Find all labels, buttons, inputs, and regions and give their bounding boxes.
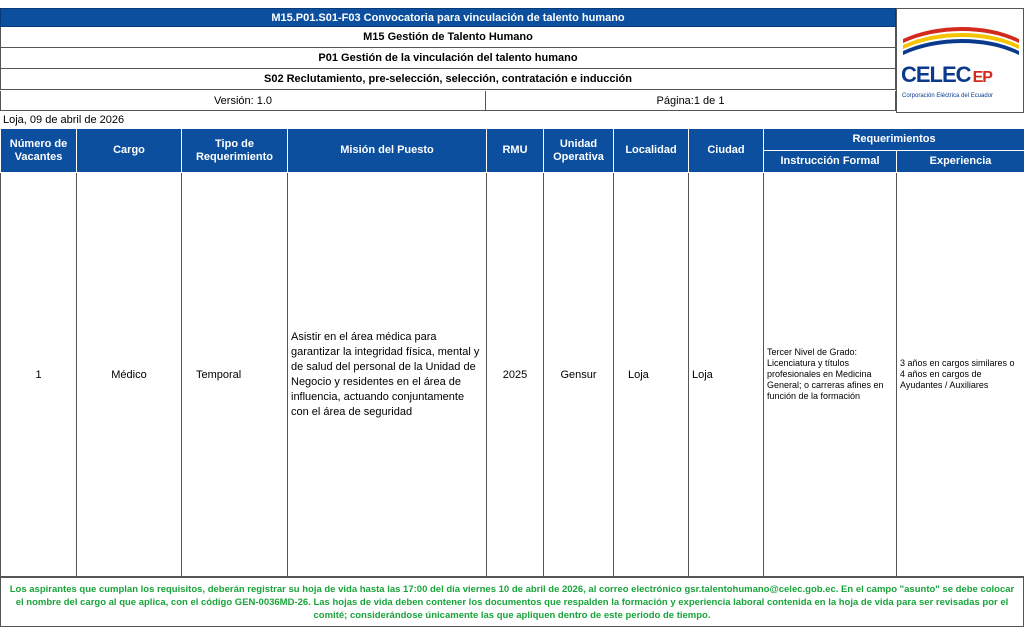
cell-unidad: Gensur — [544, 173, 614, 577]
document-date: Loja, 09 de abril de 2026 — [3, 114, 125, 126]
vacancy-table — [0, 128, 1024, 577]
col-unidad: Unidad Operativa — [544, 129, 614, 173]
subprocess: S02 Reclutamiento, pre-selección, selección, contratación e inducción — [0, 69, 896, 90]
version-label: Versión: 1.0 — [0, 91, 486, 111]
col-localidad: Localidad — [614, 129, 689, 173]
logo-swoosh-icon — [897, 17, 1024, 67]
col-experiencia: Experiencia — [897, 151, 1024, 173]
col-mision: Misión del Puesto — [288, 129, 487, 173]
col-rmu: RMU — [487, 129, 544, 173]
cell-experiencia: 3 años en cargos similares o 4 años en cargos de Ayudantes / Auxiliares — [897, 173, 1024, 577]
col-requerimientos: Requerimientos — [764, 129, 1024, 151]
cell-ciudad: Loja — [689, 173, 764, 577]
col-vacantes: Número de Vacantes — [1, 129, 77, 173]
cell-vacantes: 1 — [1, 173, 77, 577]
table-row — [1, 173, 1024, 577]
col-tipo: Tipo de Requerimiento — [182, 129, 288, 173]
cell-cargo: Médico — [77, 173, 182, 577]
form-title: M15.P01.S01-F03 Convocatoria para vinculación de talento humano — [0, 8, 896, 27]
footer-instructions: Los aspirantes que cumplan los requisitos, deberán registrar su hoja de vida hasta las 17:00 del día viernes 10 de abril de 2026, al correo electrónico gsr.talentohumano@celec.gob.ec. En el campo "asunto" se debe colocar el nombre del cargo al que aplica, con el código GEN-0036MD-26. Las hojas de vida deben contener los documentos que respalden la formación y experiencia laboral contenida en la hoja de vida para ser revisadas por el comité; considerándose únicamente las que apliquen dentro de este periodo de tiempo. — [0, 577, 1024, 627]
cell-mision: Asistir en el área médica para garantizar la integridad física, mental y de salud del personal de la Unidad de Negocio y residentes en el área de influencia, actuando conjuntamente con el área de seguridad — [288, 173, 487, 577]
cell-tipo: Temporal — [182, 173, 288, 577]
cell-instruccion: Tercer Nivel de Grado: Licenciatura y títulos profesionales en Medicina General; o carreras afines en función de la formación — [764, 173, 897, 577]
col-ciudad: Ciudad — [689, 129, 764, 173]
cell-localidad: Loja — [614, 173, 689, 577]
logo-wordmark: CELEC EP — [901, 62, 992, 87]
col-instruccion: Instrucción Formal — [764, 151, 897, 173]
process: P01 Gestión de la vinculación del talento humano — [0, 48, 896, 69]
col-cargo: Cargo — [77, 129, 182, 173]
cell-rmu: 2025 — [487, 173, 544, 577]
page-label: Página:1 de 1 — [486, 91, 896, 111]
celec-logo — [896, 8, 1024, 113]
macro-process: M15 Gestión de Talento Humano — [0, 27, 896, 48]
logo-subtitle: Corporación Eléctrica del Ecuador — [902, 93, 994, 99]
